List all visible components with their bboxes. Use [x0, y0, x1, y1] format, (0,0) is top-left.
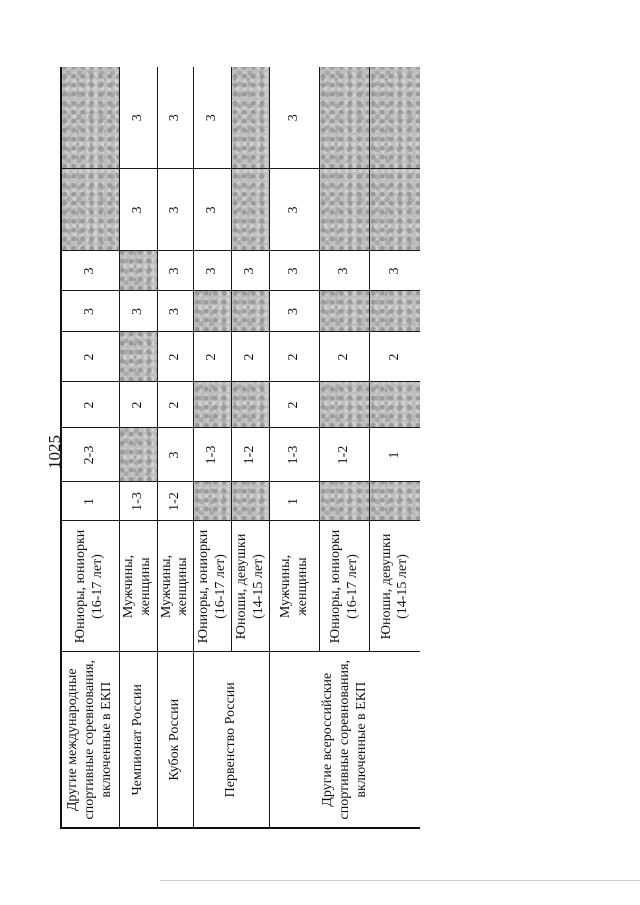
value-cell: 3 — [270, 67, 320, 169]
shaded-cell — [194, 291, 232, 332]
value-cell: 3 — [270, 251, 320, 291]
competition-cell: Другие всероссийские спортивные соревнования, включенные в ЕКП — [270, 652, 420, 828]
category-cell: Юниоры, юниорки (16-17 лет) — [194, 521, 232, 652]
value-cell: 3 — [270, 169, 320, 251]
value-cell: 3 — [194, 67, 232, 169]
value-cell: 2 — [61, 332, 119, 382]
value-cell: 2-3 — [61, 428, 119, 482]
shaded-cell — [320, 482, 370, 521]
table-row — [119, 67, 157, 828]
value-cell: 1-3 — [270, 428, 320, 482]
value-cell: 1 — [370, 428, 420, 482]
value-cell: 1-3 — [194, 428, 232, 482]
value-cell: 2 — [320, 332, 370, 382]
value-cell: 3 — [157, 251, 194, 291]
value-cell: 2 — [61, 382, 119, 428]
value-cell: 3 — [157, 67, 194, 169]
shaded-cell — [119, 332, 157, 382]
shaded-cell — [232, 382, 270, 428]
value-cell: 2 — [119, 382, 157, 428]
shaded-cell — [194, 482, 232, 521]
table-row — [157, 67, 194, 828]
value-cell: 3 — [194, 251, 232, 291]
table-row — [194, 67, 232, 828]
category-cell: Мужчины, женщины — [157, 521, 194, 652]
table-frame — [60, 67, 420, 829]
value-cell: 3 — [232, 251, 270, 291]
rotated-table-wrapper — [60, 67, 420, 829]
shaded-cell — [370, 67, 420, 169]
category-cell: Юниоры, юниорки (16-17 лет) — [61, 521, 119, 652]
shaded-cell — [370, 291, 420, 332]
value-cell: 3 — [157, 428, 194, 482]
category-cell: Юниоры, юниорки (16-17 лет) — [320, 521, 370, 652]
shaded-cell — [232, 169, 270, 251]
footer-rule — [160, 880, 640, 881]
shaded-cell — [320, 169, 370, 251]
shaded-cell — [61, 169, 119, 251]
value-cell: 1 — [61, 482, 119, 521]
value-cell: 3 — [61, 291, 119, 332]
value-cell: 3 — [270, 291, 320, 332]
value-cell: 2 — [232, 332, 270, 382]
shaded-cell — [370, 482, 420, 521]
table-row — [61, 67, 119, 828]
value-cell: 3 — [61, 251, 119, 291]
competition-cell: Чемпионат России — [119, 652, 157, 828]
value-cell: 1-3 — [119, 482, 157, 521]
category-cell: Мужчины, женщины — [119, 521, 157, 652]
category-cell: Мужчины, женщины — [270, 521, 320, 652]
shaded-cell — [320, 291, 370, 332]
value-cell: 2 — [157, 382, 194, 428]
competition-cell: Другие международные спортивные соревнования, включенные в ЕКП — [61, 652, 119, 828]
value-cell: 3 — [119, 67, 157, 169]
value-cell: 2 — [157, 332, 194, 382]
value-cell: 2 — [194, 332, 232, 382]
value-cell: 2 — [270, 382, 320, 428]
shaded-cell — [61, 67, 119, 169]
category-cell: Юноши, девушки (14-15 лет) — [232, 521, 270, 652]
value-cell: 3 — [119, 291, 157, 332]
shaded-cell — [370, 382, 420, 428]
value-cell: 1 — [270, 482, 320, 521]
shaded-cell — [119, 428, 157, 482]
shaded-cell — [320, 382, 370, 428]
shaded-cell — [320, 67, 370, 169]
table-row — [270, 67, 320, 828]
shaded-cell — [232, 482, 270, 521]
category-cell: Юноши, девушки (14-15 лет) — [370, 521, 420, 652]
page-number-text: 1025 — [45, 435, 64, 469]
shaded-cell — [232, 291, 270, 332]
value-cell: 3 — [119, 169, 157, 251]
value-cell: 3 — [320, 251, 370, 291]
shaded-cell — [370, 169, 420, 251]
shaded-cell — [119, 251, 157, 291]
shaded-cell — [232, 67, 270, 169]
value-cell: 1-2 — [320, 428, 370, 482]
value-cell: 3 — [157, 291, 194, 332]
competition-cell: Кубок России — [157, 652, 194, 828]
requirements-table — [60, 67, 420, 829]
value-cell: 2 — [270, 332, 320, 382]
value-cell: 1-2 — [157, 482, 194, 521]
value-cell: 2 — [370, 332, 420, 382]
value-cell: 3 — [157, 169, 194, 251]
value-cell: 1-2 — [232, 428, 270, 482]
competition-cell: Первенство России — [194, 652, 270, 828]
value-cell: 3 — [194, 169, 232, 251]
shaded-cell — [194, 382, 232, 428]
value-cell: 3 — [370, 251, 420, 291]
